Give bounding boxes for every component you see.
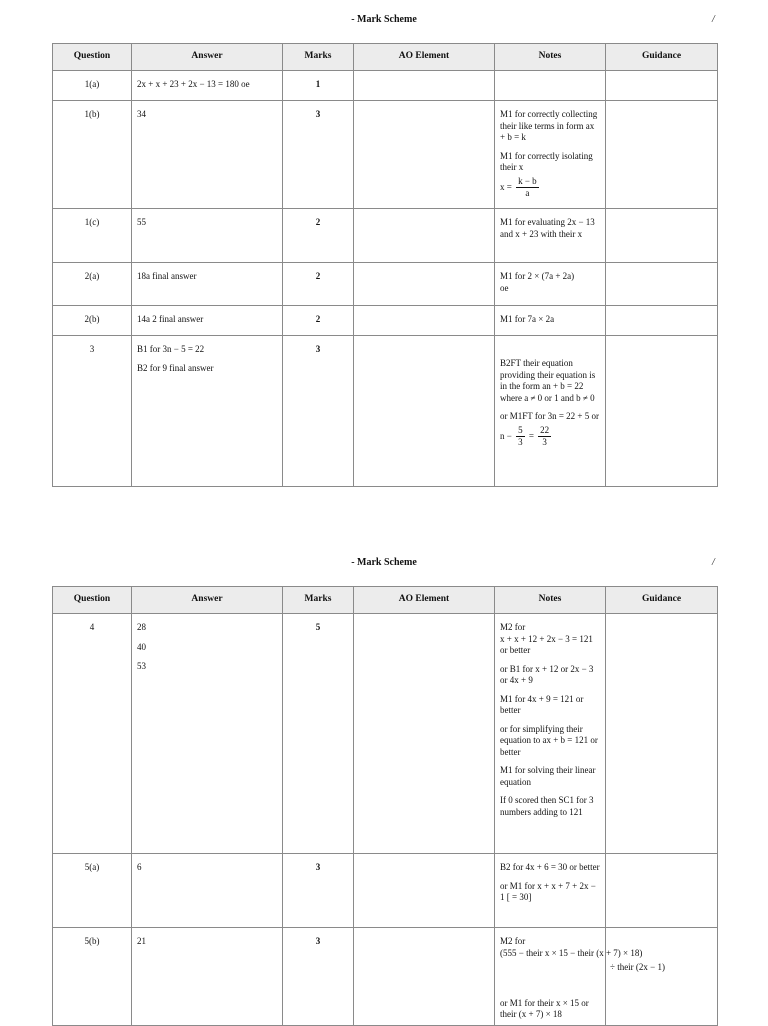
marks-cell: 1 <box>283 71 354 101</box>
notes-cell <box>495 614 606 854</box>
page1-mark-table <box>52 43 718 487</box>
notes-cell <box>495 71 606 101</box>
guidance-cell <box>606 101 718 209</box>
question-cell: 1(b) <box>53 101 132 209</box>
ao-cell <box>354 928 495 1026</box>
fraction-lhs: x = <box>500 181 512 192</box>
table-header-row <box>53 44 718 71</box>
ao-cell <box>354 854 495 928</box>
page2-page-mark: / <box>712 557 715 568</box>
guidance-cell <box>606 614 718 854</box>
note-line: or M1 for x + x + 7 + 2x − 1 [ = 30] <box>500 880 596 902</box>
marks-cell: 2 <box>283 306 354 336</box>
ao-cell <box>354 336 495 487</box>
note-line: or for simplifying their equation to ax + b = 121 or better <box>500 723 598 757</box>
guidance-cell <box>606 71 718 101</box>
answer-text: 2x + x + 23 + 2x − 13 = 180 oe <box>137 79 250 89</box>
question-cell: 1(a) <box>53 71 132 101</box>
col-question: Question <box>53 587 132 614</box>
marks-cell: 5 <box>283 614 354 854</box>
page1-header <box>0 10 768 30</box>
fraction-denominator: a <box>525 188 530 198</box>
question-cell: 5(b) <box>53 928 132 1026</box>
page1-title: - Mark Scheme <box>351 14 417 25</box>
notes-cell <box>495 336 606 487</box>
fraction-lhs: n − <box>500 430 512 441</box>
note-line: x + x + 12 + 2x − 3 = 121 <box>500 633 593 644</box>
fraction <box>516 425 525 449</box>
fraction-denominator: 3 <box>542 437 547 447</box>
note-line: M2 for <box>500 936 526 946</box>
marks-cell: 2 <box>283 263 354 306</box>
table-row <box>53 336 718 487</box>
answer-line: B2 for 9 final answer <box>137 362 214 373</box>
notes-cell <box>495 854 606 928</box>
note-line: M1 for evaluating 2x − 13 and x + 23 with their x <box>500 217 595 239</box>
note-line: M1 for 7a × 2a <box>500 314 555 324</box>
table-header-row <box>53 587 718 614</box>
col-notes: Notes <box>495 587 606 614</box>
question-cell: 2(a) <box>53 263 132 306</box>
question-cell: 5(a) <box>53 854 132 928</box>
note-line: M1 for correctly collecting their like terms in form ax + b = k <box>500 109 598 142</box>
notes-cell <box>495 306 606 336</box>
col-ao-element: AO Element <box>354 44 495 71</box>
table-row <box>53 614 718 854</box>
answer-line: 28 <box>137 622 146 632</box>
fraction-numerator: 22 <box>538 425 551 438</box>
table-row <box>53 209 718 263</box>
answer-cell: 18a final answer <box>132 263 283 306</box>
answer-cell <box>132 336 283 487</box>
question-cell: 3 <box>53 336 132 487</box>
col-guidance: Guidance <box>606 587 718 614</box>
ao-cell <box>354 306 495 336</box>
table-row <box>53 928 718 1026</box>
col-question: Question <box>53 44 132 71</box>
ao-cell <box>354 71 495 101</box>
page1-page-mark: / <box>712 14 715 25</box>
notes-cell <box>495 263 606 306</box>
note-line: B2 for 4x + 6 = 30 or better <box>500 862 600 872</box>
table-row <box>53 263 718 306</box>
col-answer: Answer <box>132 587 283 614</box>
marks-cell: 2 <box>283 209 354 263</box>
answer-cell: 34 <box>132 101 283 209</box>
guidance-cell <box>606 263 718 306</box>
guidance-cell <box>606 336 718 487</box>
col-marks: Marks <box>283 44 354 71</box>
guidance-cell <box>606 209 718 263</box>
col-marks: Marks <box>283 587 354 614</box>
answer-line: 40 <box>137 641 146 652</box>
answer-cell: 21 <box>132 928 283 1026</box>
fraction <box>538 425 551 449</box>
col-answer: Answer <box>132 44 283 71</box>
ao-cell <box>354 263 495 306</box>
answer-line: 53 <box>137 661 146 671</box>
marks-cell: 3 <box>283 854 354 928</box>
notes-cell <box>495 928 666 1026</box>
answer-cell: 14a 2 final answer <box>132 306 283 336</box>
answer-cell <box>132 71 283 101</box>
ao-cell <box>354 101 495 209</box>
table-row <box>53 306 718 336</box>
fraction-numerator: 5 <box>516 425 525 438</box>
equals-sign: = <box>528 430 534 441</box>
guidance-cell <box>606 306 718 336</box>
marks-cell: 3 <box>283 336 354 487</box>
note-line: If 0 scored then SC1 for 3 numbers adding to 121 <box>500 795 594 817</box>
answer-cell <box>132 614 283 854</box>
question-cell: 2(b) <box>53 306 132 336</box>
fraction-numerator: k − b <box>516 176 539 189</box>
answer-cell: 55 <box>132 209 283 263</box>
page2-header <box>0 553 768 573</box>
answer-cell: 6 <box>132 854 283 928</box>
note-line: M2 for <box>500 622 526 632</box>
note-line: or B1 for x + 12 or 2x − 3 or 4x + 9 <box>500 663 594 685</box>
fraction-expression <box>500 425 601 449</box>
marks-cell: 3 <box>283 101 354 209</box>
col-notes: Notes <box>495 44 606 71</box>
note-line: B2FT their equation providing their equation is in the form an + b = 22 where a ≠ 0 or 1 and b ≠ 0 <box>500 358 596 403</box>
col-ao-element: AO Element <box>354 587 495 614</box>
fraction-denominator: 3 <box>518 437 523 447</box>
table-row <box>53 854 718 928</box>
page2-title: - Mark Scheme <box>351 557 417 568</box>
page2-mark-table <box>52 586 718 1026</box>
question-cell: 1(c) <box>53 209 132 263</box>
ao-cell <box>354 209 495 263</box>
note-line: oe <box>500 282 509 293</box>
guidance-cell <box>606 854 718 928</box>
fraction-expression <box>500 176 601 200</box>
col-guidance: Guidance <box>606 44 718 71</box>
question-cell: 4 <box>53 614 132 854</box>
fraction <box>516 176 539 200</box>
note-line: M1 for 2 × (7a + 2a) <box>500 271 575 281</box>
table-row <box>53 101 718 209</box>
note-line: M1 for correctly isolating their x <box>500 150 593 172</box>
notes-cell <box>495 209 606 263</box>
table-row <box>53 71 718 101</box>
note-line: M1 for solving their linear equation <box>500 765 596 787</box>
note-line: (555 − their x × 15 − their (x + 7) × 18) <box>500 947 643 958</box>
notes-cell <box>495 101 606 209</box>
note-line: M1 for 4x + 9 = 121 or better <box>500 693 584 715</box>
note-line: or M1 for their x × 15 or their (x + 7) × 18 <box>500 997 589 1019</box>
ao-cell <box>354 614 495 854</box>
guidance-cell <box>606 928 718 1026</box>
note-line: or better <box>500 645 531 655</box>
answer-line: B1 for 3n − 5 = 22 <box>137 344 205 354</box>
note-line: or M1FT for 3n = 22 + 5 or <box>500 411 599 421</box>
note-line: ÷ their (2x − 1) <box>610 962 666 972</box>
marks-cell: 3 <box>283 928 354 1026</box>
